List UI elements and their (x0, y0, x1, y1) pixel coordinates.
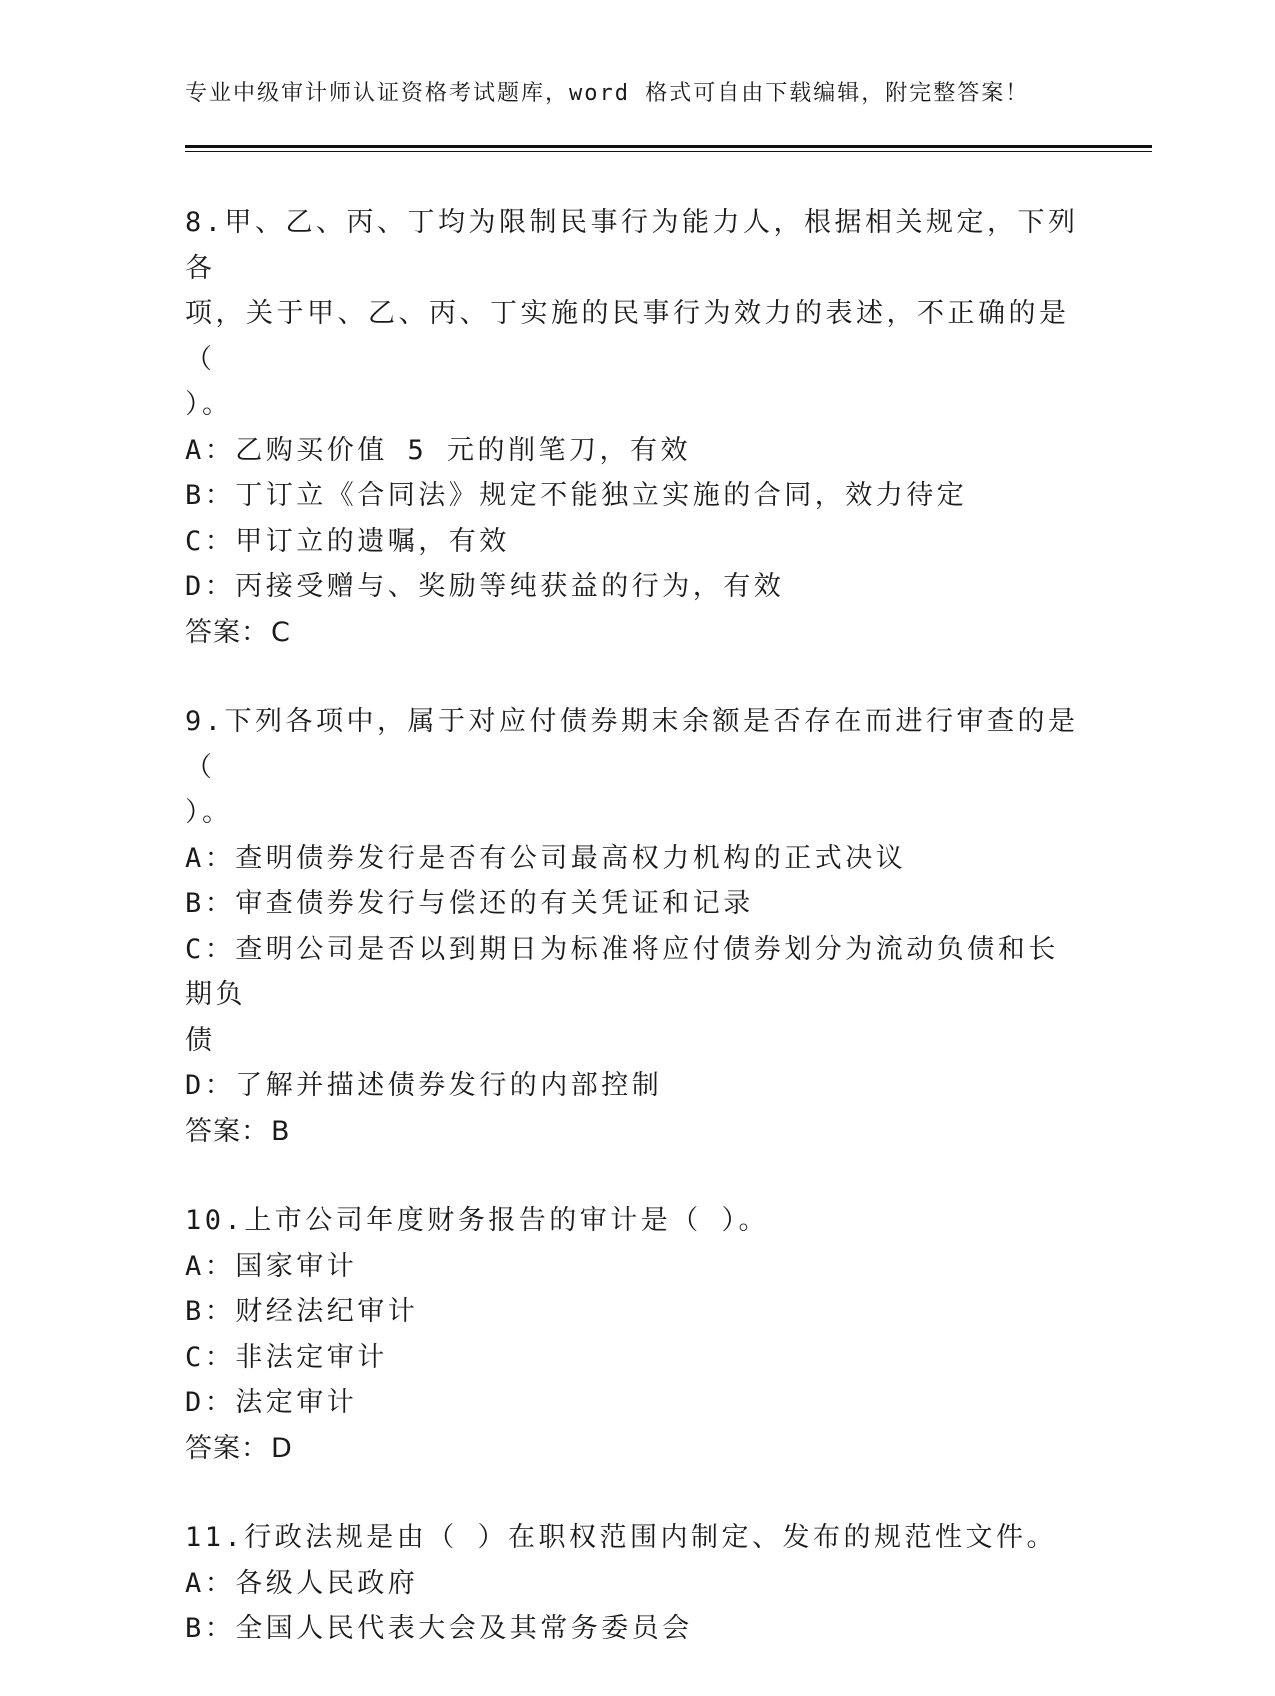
question-stem-line: 8.甲、乙、丙、丁均为限制民事行为能力人，根据相关规定，下列各 (185, 207, 1079, 284)
option-c: C：非法定审计 (185, 1341, 388, 1373)
question-8 (185, 200, 1085, 655)
option-c: C：查明公司是否以到期日为标准将应付债券划分为流动负债和长期负 (185, 933, 1059, 1010)
question-stem-line: 9.下列各项中，属于对应付债券期末余额是否存在而进行审查的是（ (185, 706, 1079, 783)
page-header: 专业中级审计师认证资格考试题库，word 格式可自由下载编辑，附完整答案！ (185, 81, 1030, 106)
option-a: A：乙购买价值 5 元的削笔刀，有效 (185, 434, 692, 466)
question-stem-line: 10.上市公司年度财务报告的审计是（ ）。 (185, 1205, 770, 1236)
option-b: B：全国人民代表大会及其常务委员会 (185, 1613, 693, 1644)
answer-value: B (271, 1115, 291, 1147)
question-10 (185, 1198, 1085, 1471)
answer-label: 答案： (185, 616, 269, 648)
question-stem-line: 11.行政法规是由（ ）在职权范围内制定、发布的规范性文件。 (185, 1522, 1058, 1553)
question-stem-line: 项，关于甲、乙、丙、丁实施的民事行为效力的表述，不正确的是（ (185, 298, 1070, 375)
question-stem-line: ）。 (185, 389, 233, 420)
answer-value: C (271, 616, 291, 648)
option-a: A：查明债券发行是否有公司最高权力机构的正式决议 (185, 842, 907, 874)
question-11 (185, 1515, 1085, 1652)
option-a: A：各级人民政府 (185, 1567, 419, 1599)
answer-line (185, 1426, 1085, 1472)
option-d: D：法定审计 (185, 1387, 358, 1418)
question-list (185, 200, 1085, 1696)
answer-line (185, 610, 1085, 656)
option-b: B：审查债券发行与偿还的有关凭证和记录 (185, 888, 754, 919)
option-d: D：了解并描述债券发行的内部控制 (185, 1070, 663, 1101)
option-c-continued: 债 (185, 1024, 216, 1056)
answer-line (185, 1109, 1085, 1155)
question-9 (185, 699, 1085, 1154)
option-b: B：丁订立《合同法》规定不能独立实施的合同，效力待定 (185, 480, 968, 511)
answer-label: 答案： (185, 1432, 269, 1464)
option-d: D：丙接受赠与、奖励等纯获益的行为，有效 (185, 571, 785, 602)
header-rule-thick (185, 145, 1152, 148)
option-c: C：甲订立的遗嘱，有效 (185, 525, 510, 557)
option-b: B：财经法纪审计 (185, 1296, 419, 1327)
answer-label: 答案： (185, 1115, 269, 1147)
option-a: A：国家审计 (185, 1250, 358, 1282)
header-rule-thin (185, 151, 1152, 152)
question-stem-line: ）。 (185, 797, 233, 828)
answer-value: D (271, 1432, 293, 1464)
